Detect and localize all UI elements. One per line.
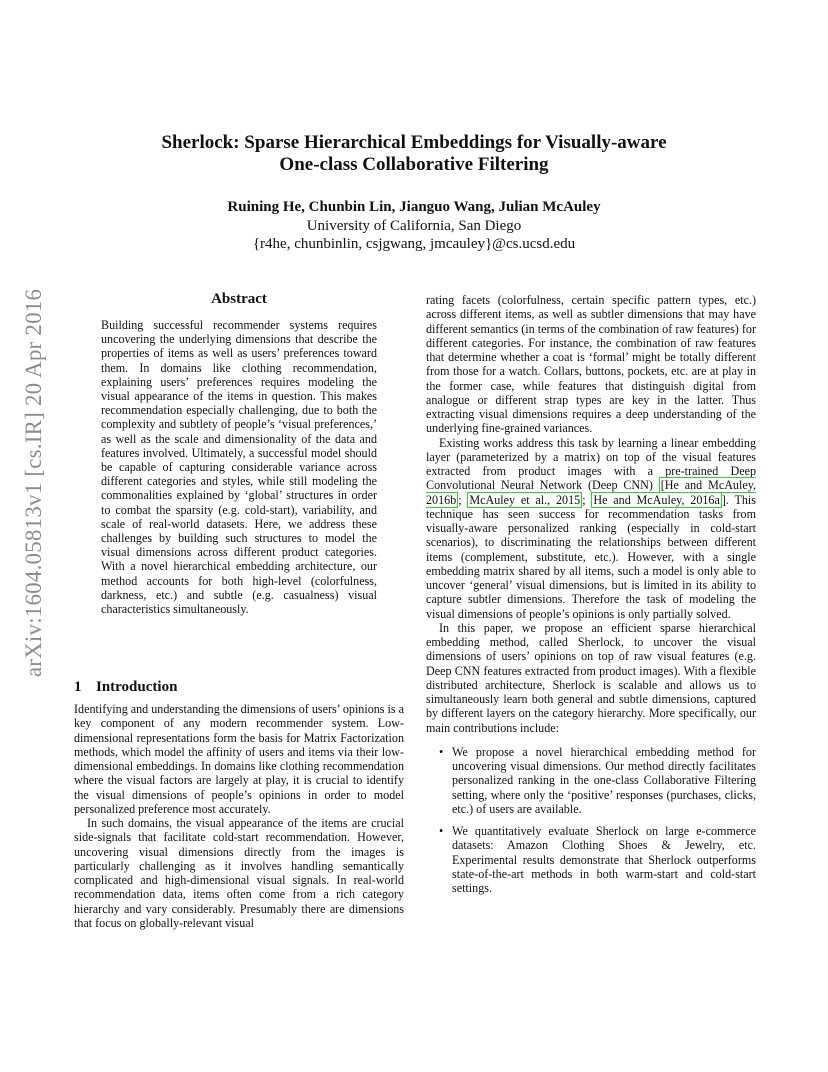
section-title: Introduction (96, 679, 178, 695)
title-line-2: One-class Collaborative Filtering (279, 154, 549, 175)
paragraph-text: ]. This technique has seen success for recommendation tasks from visually-aware personalized ranking (especially in cold-start scenarios), to discriminating the relationships between different items (complement, substitute, etc.). However, with a single embedding matrix shared by all items, such a model is only able to uncover ‘general’ visual dimensions, but is limited in its ability to capture subtler dimensions. Therefore the task of modeling the visual dimensions of people’s opinions is only partially solved. (426, 492, 756, 621)
arxiv-stamp-text: arXiv:1604.05813v1 [cs.IR] 20 Apr 2016 (21, 288, 46, 677)
list-item-text: We quantitatively evaluate Sherlock on large e-commerce datasets: Amazon Clothing Shoes & Jewelry, etc. Experimental results demonstrate that Sherlock outperforms state-of-the-art methods in both warm-start and cold-start settings. (452, 824, 756, 895)
arxiv-stamp (14, 288, 54, 677)
list-item (439, 824, 756, 895)
list-item (439, 744, 756, 816)
contributions-list (426, 745, 756, 896)
right-paragraph-0: rating facets (colorfulness, certain specific pattern types, etc.) across different items, as well as subtler dimensions that may have different semantics (in terms of the combination of raw features) for different categories. For instance, the combination of raw features that determine whether a coat is ‘formal’ might be totally different from those for a watch. Collars, buttons, pockets, etc. are at play in the former case, while features that distinguish digital from analogue or different strap types are key in the latter. Thus extracting visual dimensions requires a deep understanding of the underlying fine-grained variances. (426, 293, 756, 436)
intro-paragraph-2: In such domains, the visual appearance of the items are crucial side-signals that facilitate cold-start recommendation. However, uncovering visual dimensions directly from the images is particularly challenging as it involves handling semantically complicated and high-dimensional visual signals. In real-world recommendation data, items often come from a rich category hierarchy and vary considerably. Presumably there are dimensions that focus on globally-relevant visual (74, 816, 404, 930)
citation-separator: ; (458, 492, 468, 507)
title-line-1: Sherlock: Sparse Hierarchical Embeddings for Visually-aware (161, 132, 667, 153)
section-heading-introduction (74, 679, 177, 696)
citation-link[interactable]: [He and McAuley, 2016b (426, 478, 756, 507)
bullet-icon: • (439, 744, 444, 759)
paragraph-text: Existing works address this task by learning a linear embedding layer (parameterized by a matrix) on top of the visual features extracted from product images with a pre-trained Deep Convolutional Neural Network (Deep CNN) (426, 435, 756, 493)
list-item-text: We propose a novel hierarchical embedding method for uncovering visual dimensions. Our method directly facilitates personalized ranking in the one-class Collaborative Filtering setting, where only the ‘positive’ responses (purchases, clicks, etc.) of users are available. (452, 744, 756, 816)
right-paragraph-2: In this paper, we propose an efficient sparse hierarchical embedding method, called Sherlock, to uncover the visual dimensions of users’ opinions on top of raw visual features (e.g. Deep CNN features extracted from product images). With a flexible distributed architecture, Sherlock is scalable and allows us to simultaneously learn both general and subtle dimensions, captured by different layers on the category hierarchy. More specifically, our main contributions include: (426, 620, 756, 735)
bullet-icon: • (439, 824, 444, 838)
authors: Ruining He, Chunbin Lin, Jianguo Wang, Julian McAuley (227, 199, 601, 215)
intro-paragraph-1: Identifying and understanding the dimensions of users’ opinions is a key component of any modern recommender system. Low-dimensional representations form the basis for Matrix Factorization methods, which model the affinity of users and items via their low-dimensional embeddings. In domains like clothing recommendation where the visual factors are largely at play, it is crucial to identify the visual dimensions of people’s opinions in order to model personalized preference most accurately. (74, 702, 404, 816)
paper-title (100, 132, 728, 176)
intro-left-column (74, 702, 404, 930)
citation-link[interactable]: McAuley et al., 2015 (469, 492, 581, 507)
affiliation: University of California, San Diego (306, 218, 522, 234)
right-paragraph-1 (426, 436, 756, 621)
section-number: 1 (74, 679, 82, 695)
citation-link[interactable]: He and McAuley, 2016a (593, 492, 720, 507)
author-emails: {r4he, chunbinlin, csjgwang, jmcauley}@cs.ucsd.edu (252, 236, 576, 252)
abstract-body: Building successful recommender systems requires uncovering the underlying dimensions that describe the properties of items as well as users’ preferences toward them. In domains like clothing recommendation, explaining users’ preferences requires modeling the visual appearance of the items in question. This makes recommendation especially challenging, due to both the complexity and subtlety of people’s ‘visual preferences,’ as well as the scale and dimensionality of the data and features involved. Ultimately, a successful model should be capable of capturing considerable variance across different categories and styles, while still modeling the commonalities explained by ‘global’ structures in order to combat the sparsity (e.g. cold-start), variability, and scale of real-world datasets. Here, we address these challenges by building such structures to model the visual dimensions across different product categories. With a novel hierarchical embedding architecture, our method accounts for both high-level (colorfulness, darkness, etc.) and subtle (e.g. casualness) visual characteristics simultaneously. (101, 318, 377, 617)
abstract-heading: Abstract (211, 291, 267, 307)
citation-separator: ; (582, 492, 592, 507)
right-column (426, 293, 756, 903)
